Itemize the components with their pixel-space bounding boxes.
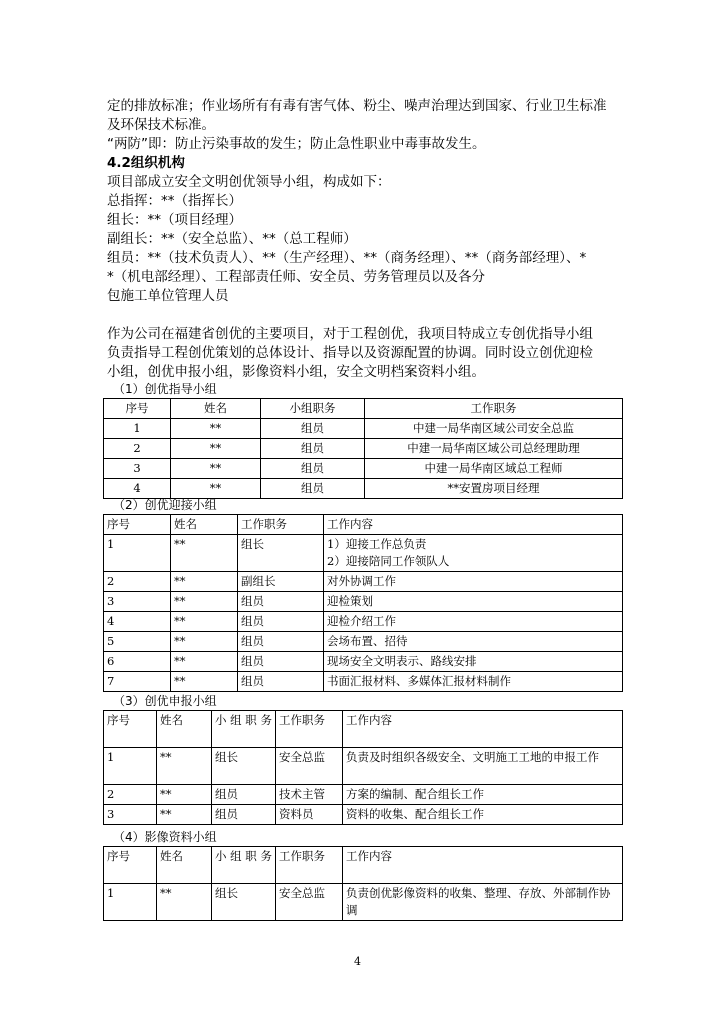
cell: 3 xyxy=(104,592,171,612)
table-row xyxy=(104,592,623,612)
para-line: 负责指导工程创优策划的总体设计、指导以及资源配置的协调。同时设立创优迎检 xyxy=(107,345,593,361)
reception-group-table xyxy=(103,514,623,692)
cell: 安全总监 xyxy=(276,748,343,785)
cell: 组员 xyxy=(238,652,324,672)
cell: 5 xyxy=(104,632,171,652)
cell: 3 xyxy=(104,459,171,479)
cell: 3 xyxy=(104,805,157,825)
cell: 组员 xyxy=(238,612,324,632)
cell: ** xyxy=(171,535,238,572)
header-cell: 序号 xyxy=(104,711,157,748)
para-line: *（机电部经理）、工程部责任师、安全员、劳务管理员以及各分 xyxy=(107,269,485,285)
header-cell: 工作内容 xyxy=(343,847,623,884)
cell: 组员 xyxy=(238,672,324,692)
para-line: 项目部成立安全文明创优领导小组，构成如下： xyxy=(107,174,391,190)
header-cell: 工作职务 xyxy=(238,515,324,535)
cell: 组员 xyxy=(261,439,365,459)
table-row xyxy=(104,748,623,785)
page-number: 4 xyxy=(354,955,361,968)
header-cell: 序号 xyxy=(104,399,171,419)
table-header-row xyxy=(104,847,623,884)
guidance-group-table xyxy=(103,398,623,499)
para-line: 小组，创优申报小组，影像资料小组，安全文明档案资料小组。 xyxy=(107,364,485,380)
header-cell: 姓名 xyxy=(171,399,261,419)
cell: 1 xyxy=(104,535,171,572)
header-cell: 姓名 xyxy=(157,711,212,748)
table-header-row xyxy=(104,515,623,535)
cell: 6 xyxy=(104,652,171,672)
cell: 组员 xyxy=(261,419,365,439)
cell: ** xyxy=(171,672,238,692)
cell: 书面汇报材料、多媒体汇报材料制作 xyxy=(324,672,623,692)
para-line: 定的排放标准；作业场所有有毒有害气体、粉尘、噪声治理达到国家、行业卫生标准 xyxy=(107,98,607,114)
table-row xyxy=(104,632,623,652)
header-cell: 姓名 xyxy=(157,847,212,884)
cell: 7 xyxy=(104,672,171,692)
para-line: 组员：**（技术负责人）、**（生产经理）、**（商务经理）、**（商务部经理）、* xyxy=(107,250,587,266)
table-header-row xyxy=(104,711,623,748)
header-cell: 姓名 xyxy=(171,515,238,535)
cell: 迎检策划 xyxy=(324,592,623,612)
section-heading: 4.2组织机构 xyxy=(107,155,185,171)
cell: ** xyxy=(171,592,238,612)
cell: ** xyxy=(157,805,212,825)
cell: 4 xyxy=(104,612,171,632)
cell: ** xyxy=(171,479,261,499)
table-row xyxy=(104,612,623,632)
table-caption: （4）影像资料小组 xyxy=(113,830,217,844)
cell: 1 xyxy=(104,884,157,921)
para-line: 作为公司在福建省创优的主要项目，对于工程创优，我项目特成立专创优指导小组 xyxy=(107,326,593,342)
table-row xyxy=(104,479,623,499)
header-cell: 序号 xyxy=(104,515,171,535)
cell: 会场布置、招待 xyxy=(324,632,623,652)
cell: 组长 xyxy=(238,535,324,572)
cell: 组员 xyxy=(238,592,324,612)
table-caption: （3）创优申报小组 xyxy=(113,694,217,708)
cell: 中建一局华南区域公司总经理助理 xyxy=(365,439,623,459)
cell: ** xyxy=(171,439,261,459)
cell: ** xyxy=(171,459,261,479)
table-caption: （2）创优迎接小组 xyxy=(113,498,217,512)
cell: 组员 xyxy=(261,479,365,499)
table-row xyxy=(104,884,623,921)
para-line: 副组长：**（安全总监）、**（总工程师） xyxy=(107,231,357,247)
cell xyxy=(324,535,623,572)
cell: 资料员 xyxy=(276,805,343,825)
cell: 2 xyxy=(104,572,171,592)
header-cell: 小 组 职 务 xyxy=(212,711,276,748)
cell: 组员 xyxy=(238,632,324,652)
cell: 2 xyxy=(104,439,171,459)
cell: ** xyxy=(171,419,261,439)
cell: 组长 xyxy=(212,748,276,785)
application-group-table xyxy=(103,710,623,825)
cell: 组长 xyxy=(212,884,276,921)
cell: 4 xyxy=(104,479,171,499)
header-cell: 工作职务 xyxy=(365,399,623,419)
table-row xyxy=(104,805,623,825)
table-caption: （1）创优指导小组 xyxy=(113,382,217,396)
cell: 1 xyxy=(104,419,171,439)
cell: 方案的编制、配合组长工作 xyxy=(343,785,623,805)
cell: 负责创优影像资料的收集、整理、存放、外部制作协调 xyxy=(343,884,623,921)
table-row xyxy=(104,439,623,459)
table-header-row xyxy=(104,399,623,419)
table-row xyxy=(104,672,623,692)
table-row xyxy=(104,459,623,479)
para-line: “两防”即：防止污染事故的发生；防止急性职业中毒事故发生。 xyxy=(107,136,486,152)
para-line: 总指挥：**（指挥长） xyxy=(107,193,242,209)
cell: 技术主管 xyxy=(276,785,343,805)
para-line: 及环保技术标准。 xyxy=(107,117,215,133)
cell: ** xyxy=(171,652,238,672)
para-line: 包施工单位管理人员 xyxy=(107,288,229,304)
cell: 中建一局华南区域总工程师 xyxy=(365,459,623,479)
cell: 2 xyxy=(104,785,157,805)
cell: **安置房项目经理 xyxy=(365,479,623,499)
cell-line: 1）迎接工作总负责 xyxy=(327,537,427,551)
table-row xyxy=(104,535,623,572)
cell: 现场安全文明表示、路线安排 xyxy=(324,652,623,672)
cell: ** xyxy=(171,632,238,652)
cell: 负责及时组织各级安全、文明施工工地的申报工作 xyxy=(343,748,623,785)
cell: ** xyxy=(157,785,212,805)
cell: 迎检介绍工作 xyxy=(324,612,623,632)
cell: 组员 xyxy=(261,459,365,479)
cell: 1 xyxy=(104,748,157,785)
cell: 副组长 xyxy=(238,572,324,592)
para-line: 组长：**（项目经理） xyxy=(107,212,242,228)
table-row xyxy=(104,419,623,439)
table-row xyxy=(104,785,623,805)
cell: 组员 xyxy=(212,805,276,825)
header-cell: 工作内容 xyxy=(343,711,623,748)
header-cell: 小 组 职 务 xyxy=(212,847,276,884)
cell: 中建一局华南区域公司安全总监 xyxy=(365,419,623,439)
cell: ** xyxy=(157,748,212,785)
header-cell: 工作职务 xyxy=(276,711,343,748)
cell: 组员 xyxy=(212,785,276,805)
cell-line: 2）迎接陪同工作领队人 xyxy=(327,554,450,568)
header-cell: 工作内容 xyxy=(324,515,623,535)
table-row xyxy=(104,572,623,592)
cell: 安全总监 xyxy=(276,884,343,921)
media-group-table xyxy=(103,846,623,921)
header-cell: 工作职务 xyxy=(276,847,343,884)
cell: 对外协调工作 xyxy=(324,572,623,592)
header-cell: 小组职务 xyxy=(261,399,365,419)
cell: ** xyxy=(157,884,212,921)
cell: ** xyxy=(171,572,238,592)
table-row xyxy=(104,652,623,672)
cell: 资料的收集、配合组长工作 xyxy=(343,805,623,825)
header-cell: 序号 xyxy=(104,847,157,884)
cell: ** xyxy=(171,612,238,632)
